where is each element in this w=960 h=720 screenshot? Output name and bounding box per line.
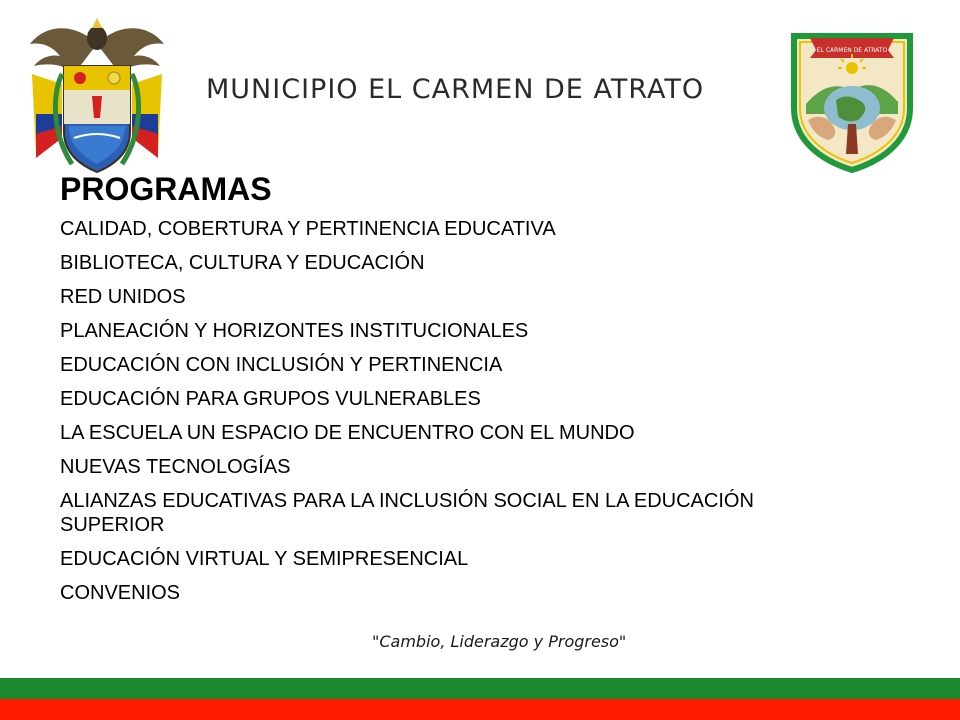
header-title: MUNICIPIO EL CARMEN DE ATRATO (206, 74, 705, 105)
list-item: NUEVAS TECNOLOGÍAS (60, 456, 291, 479)
list-item: BIBLIOTECA, CULTURA Y EDUCACIÓN (60, 252, 425, 275)
flag-stripes (0, 676, 960, 720)
list-item: LA ESCUELA UN ESPACIO DE ENCUENTRO CON EL MUNDO (60, 422, 635, 445)
list-item: EDUCACIÓN VIRTUAL Y SEMIPRESENCIAL (60, 548, 469, 571)
flag-stripe-red (0, 699, 960, 720)
shield-banner-text: EL CARMEN DE ATRATO (816, 47, 888, 54)
list-item: ALIANZAS EDUCATIVAS PARA LA INCLUSIÓN SOCIAL EN LA EDUCACIÓN SUPERIOR (60, 490, 754, 537)
list-item: CONVENIOS (60, 582, 181, 605)
list-item: RED UNIDOS (60, 286, 186, 309)
programs-list (60, 217, 920, 605)
flag-stripe-green (0, 678, 960, 699)
main-content (60, 172, 920, 615)
list-item: PLANEACIÓN Y HORIZONTES INSTITUCIONALES (60, 320, 529, 343)
list-item: EDUCACIÓN PARA GRUPOS VULNERABLES (60, 388, 481, 411)
page-title: PROGRAMAS (60, 171, 272, 207)
colombia-coat-of-arms-icon (22, 14, 172, 179)
municipal-shield-icon (788, 28, 916, 174)
slogan: "Cambio, Liderazgo y Progreso" (372, 632, 627, 651)
list-item: EDUCACIÓN CON INCLUSIÓN Y PERTINENCIA (60, 354, 503, 377)
list-item: CALIDAD, COBERTURA Y PERTINENCIA EDUCATIVA (60, 218, 556, 241)
